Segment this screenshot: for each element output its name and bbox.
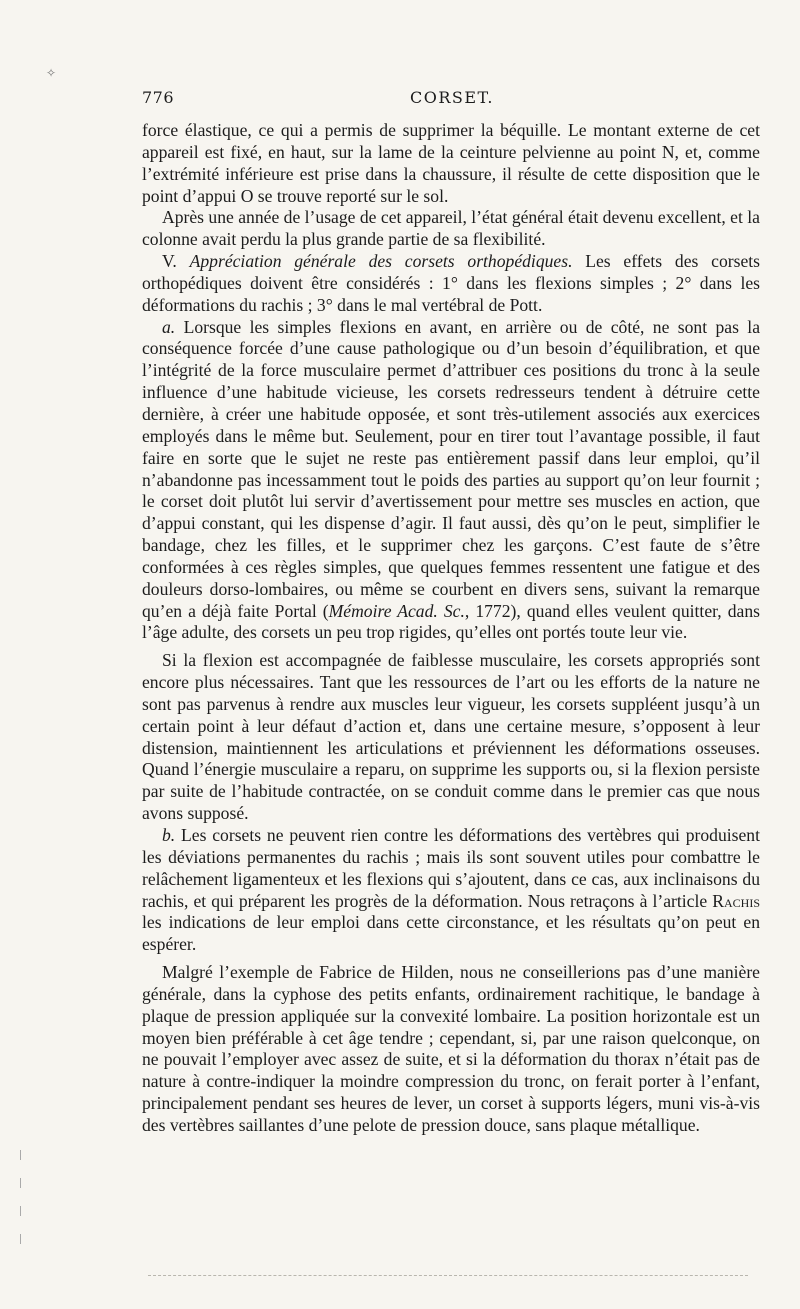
paragraph: Malgré l’exemple de Fabrice de Hilden, nous ne conseillerions pas d’une manière générale, dans la cyphose des petits enfants, ordinairement rachitique, le bandage à plaque de pression appliquée sur la convexité lombaire. La position horizontale est un moyen bien préférable à cet âge tendre ; cependant, si, par une raison quelconque, on ne pouvait l’employer avec assez de suite, et si la déformation du thorax n’était pas de nature à contre-indiquer la moindre compression du tronc, on ferait porter à l’enfant, principalement pendant ses heures de lever, un corset à supports légers, muni vis-à-vis des vertèbres saillantes d’une pelote de pression douce, sans plaque métallique.: [142, 962, 760, 1135]
paragraph-text-tail: , 1772), quand elles veulent quitter, dans l’âge adulte, des corsets un peu trop rigides, qu’elles ont portés toute leur vie.: [142, 600, 760, 643]
margin-tick: [20, 1234, 25, 1244]
margin-tick: [20, 1178, 25, 1188]
margin-ticks: [20, 1150, 26, 1262]
cross-reference: Rachis: [712, 890, 760, 911]
running-title: CORSET.: [410, 88, 494, 107]
body-text: [142, 120, 760, 1137]
paragraph-text-tail: les indications de leur emploi dans cette circonstance, et les résultats qu’on peut en espérer.: [142, 912, 760, 955]
margin-speck: ✧: [46, 66, 57, 80]
section-heading: Appréciation générale des corsets orthopédiques.: [189, 251, 573, 272]
page-number: 776: [142, 88, 175, 107]
item-label: b.: [162, 825, 176, 845]
paragraph-text: Lorsque les simples flexions en avant, en arrière ou de côté, ne sont pas la conséquence forcée d’une cause pathologique ou d’un besoin d’équilibration, et que l’intégrité de la force musculaire permet d’attribuer ces positions du tronc à la seule influence d’une habitude vicieuse, les corsets redresseurs tendent à détruire cette dernière, à créer une habitude opposée, et sont très-utilement associés aux exercices employés dans le même but. Seulement, pour en tirer tout l’avantage possible, il faut faire en sorte que le sujet ne reste pas entièrement passif dans leur emploi, qu’il n’abandonne pas incessamment tout le poids des parties au support qu’on leur fournit ; le corset doit plutôt lui servir d’avertissement pour mettre ses muscles en action, que d’appui constant, qui les dispense d’agir. Il faut aussi, dès qu’on le peut, simplifier le bandage, chez les filles, et le supprimer chez les garçons. C’est faute de s’être conformées à ces règles simples, que quelques femmes ressentent une fatigue et des douleurs dorso-lombaires, ou même se courbent en divers sens, suivant la remarque qu’en a déjà faite Portal (: [142, 316, 760, 621]
paragraph-text: Les corsets ne peuvent rien contre les déformations des vertèbres qui produisent les déviations permanentes du rachis ; mais ils sont souvent utiles pour combattre le relâchement ligamenteux et les flexions qui s’ajoutent, dans ce cas, aux inclinaisons du rachis, et qui préparent les progrès de la déformation. Nous retraçons à l’article: [142, 825, 760, 911]
paragraph-b: [142, 825, 760, 956]
item-label: a.: [162, 316, 176, 337]
paragraph: Après une année de l’usage de cet appareil, l’état général était devenu excellent, et la colonne avait perdu la plus grande partie de sa flexibilité.: [142, 207, 760, 250]
citation: Mémoire Acad. Sc.: [328, 600, 465, 621]
page-header: [142, 88, 760, 112]
bottom-rule: [148, 1275, 748, 1276]
paragraph: Si la flexion est accompagnée de faiblesse musculaire, les corsets appropriés sont encore plus nécessaires. Tant que les ressources de l’art ou les efforts de la nature ne sont pas parvenus à rendre aux muscles leur vigueur, les corsets suppléent jusqu’à un certain point à leur défaut d’action et, dans une certaine mesure, s’opposent à leur distension, maintiennent les articulations et préviennent les déformations osseuses. Quand l’énergie musculaire a reparu, on supprime les supports ou, si la flexion persiste par suite de l’habitude contractée, on se conduit comme dans le premier cas que nous avons supposé.: [142, 650, 760, 824]
margin-tick: [20, 1150, 25, 1160]
section-paragraph: [142, 251, 760, 317]
paragraph-a: [142, 317, 760, 645]
section-text: Les effets des corsets orthopédiques doivent être considérés : 1° dans les flexions simples ; 2° dans les déformations du rachis ; 3° dans le mal vertébral de Pott.: [142, 251, 760, 315]
margin-tick: [20, 1206, 25, 1216]
section-label: V.: [162, 251, 177, 272]
paragraph-continued: force élastique, ce qui a permis de supprimer la béquille. Le montant externe de cet appareil est fixé, en haut, sur la lame de la ceinture pelvienne au point N, et, comme l’extrémité inférieure est prise dans la chaussure, il résulte de cette disposition que le point d’appui O se trouve reporté sur le sol.: [142, 120, 760, 206]
